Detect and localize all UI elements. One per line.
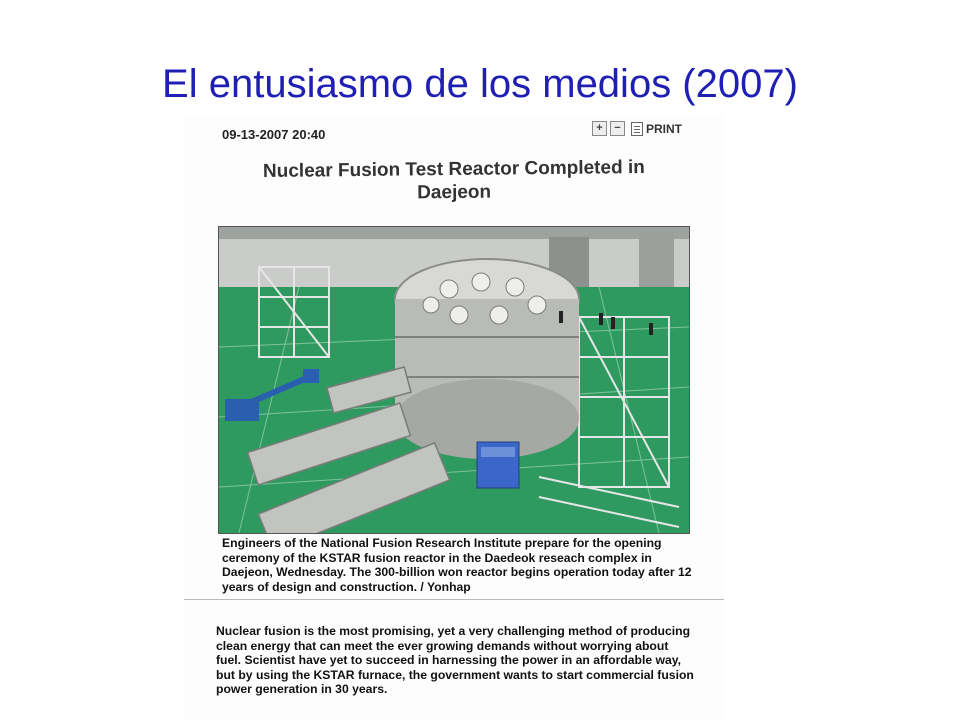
reactor-photo-illustration xyxy=(219,227,689,533)
photo-caption: Engineers of the National Fusion Research Institute prepare for the opening ceremony of the KSTAR fusion reactor in the Daedeok reseach complex in Daejeon, Wednesday. The 300-billion won reactor begins operation today after 12 years of design and construction. / Yonhap xyxy=(222,536,692,594)
document-icon xyxy=(631,122,643,136)
reactor-photo xyxy=(218,226,690,534)
article-date: 09-13-2007 20:40 xyxy=(222,127,326,142)
article-headline: Nuclear Fusion Test Reactor Completed in Daejeon xyxy=(262,157,645,204)
article-body: Nuclear fusion is the most promising, yet a very challenging method of producing clean energy that can meet the ever growing demands without worrying about fuel. Scientist have yet to succeed in harnessing the power in an affordable way, but by using the KSTAR furnace, the government wants to start commercial fusion power generation in 30 years. xyxy=(216,624,694,696)
zoom-out-button[interactable]: − xyxy=(610,121,625,136)
slide-title: El entusiasmo de los medios (2007) xyxy=(162,62,798,106)
newspaper-clipping xyxy=(184,114,724,720)
print-label: PRINT xyxy=(646,121,682,136)
article-toolbar xyxy=(592,121,682,136)
divider xyxy=(184,599,724,600)
print-button[interactable] xyxy=(631,122,682,136)
zoom-in-button[interactable]: + xyxy=(592,121,607,136)
